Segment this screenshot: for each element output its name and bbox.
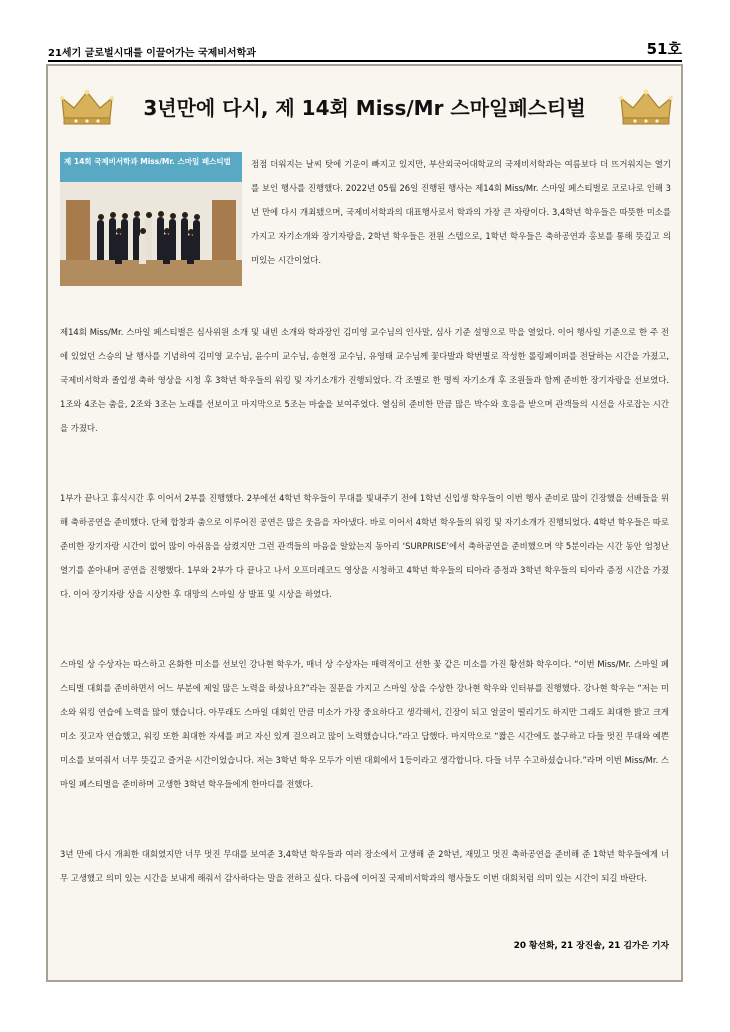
event-group-photo [60, 152, 242, 286]
newsletter-tagline: 21세기 글로벌시대를 이끌어가는 국제비서학과 [48, 48, 256, 59]
person [97, 220, 104, 260]
article-intro: 점점 더워지는 날씨 탓에 기운이 빠지고 있지만, 부산외국어대학교의 국제비서학과는 여름보다 더 뜨거워지는 열기를 보인 행사를 진행했다. 2022년 05월 26일 진행된 행사는 제14회 Miss/Mr. 스마일 페스티벌로 코로나로 인해 3년 만에 다시 개최됐으며, 국제비서학과의 대표행사로서 학과의 가장 큰 자랑이다. 3,4학년 학우들은 따뜻한 미소를 가지고 자기소개와 장기자랑을, 2학년 학우들은 전원 스텝으로, 1학년 학우들은 축하공연과 홍보를 통해 뜻깊고 의미있는 시간이었다. [251, 159, 671, 265]
article-byline: 20 황선화, 21 장진솔, 21 김가은 기자 [513, 941, 669, 951]
article-title: 3년만에 다시, 제 14회 Miss/Mr 스마일페스티벌 [143, 96, 586, 120]
header-rule [48, 60, 682, 62]
person [139, 234, 146, 264]
photo-floor [60, 260, 242, 286]
person [121, 219, 128, 260]
article-frame [46, 64, 683, 982]
crown-icon [619, 88, 673, 128]
photo-banner [60, 152, 242, 182]
article-paragraph-2: 1부가 끝나고 휴식시간 후 이어서 2부를 진행했다. 2부에선 4학년 학우들이 무대를 빛내주기 전에 1학년 신입생 학우들이 이번 행사 준비로 많이 긴장했을 선배들을 위해 축하공연을 준비했다. 단체 합창과 춤으로 이루어진 공연은 많은 웃음을 자아냈다. 바로 이어서 4학년 학우들의 워킹 및 자기소개가 진행되었다. 4학년 학우들은 따로 준비한 장기자랑 시간이 없어 많이 아쉬움을 삼켰지만 그런 관객들의 마음을 알았는지 동아리 ‘SURPRISE’에서 축하공연을 준비했으며 약 5분이라는 시간 동안 엄청난 열기를 쏟아내며 공연을 진행했다. 1부와 2부가 다 끝나고 나서 오프더레코드 영상을 시청하고 4학년 학우들의 티아라 증정과 3학년 학우들의 티아라 증정 시간을 가졌다. 이어 장기자랑 상을 시상한 후 대망의 스마일 상 발표 및 시상을 하였다. [60, 493, 669, 599]
photo-banner-text: 제 14회 국제비서학과 Miss/Mr. 스마일 페스티벌 [64, 157, 231, 166]
article-paragraph-3: 스마일 상 수상자는 따스하고 온화한 미소를 선보인 강나현 학우가, 매너 상 수상자는 매력적이고 선한 꽃 같은 미소를 가진 황선화 학우이다. “이번 Miss/Mr. 스마일 페스티벌 대회를 준비하면서 어느 부분에 제일 많은 노력을 하셨나요?”라는 질문을 가지고 스마일 상을 수상한 강나현 학우와 인터뷰를 진행했다. 강나현 학우는 “저는 미소와 워킹 연습에 노력을 많이 했습니다. 아무래도 스마일 대회인 만큼 미소가 가장 중요하다고 생각해서, 긴장이 되고 얼굴이 떨리기도 하지만 그래도 최대한 밝고 크게 미소 짓고자 연습했고, 워킹 또한 최대한 자세를 펴고 자신 있게 걸으려고 많이 노력했습니다.”라고 답했다. 마지막으로 “짧은 시간에도 불구하고 다들 멋진 무대와 예쁜 미소를 보여줘서 너무 뜻깊고 즐거운 시간이었습니다. 저는 3학년 학우 모두가 이번 대회에서 1등이라고 생각합니다. 다들 너무 수고하셨습니다.”라며 이번 Miss/Mr. 스마일 페스티벌을 준비하며 고생한 3학년 학우들에게 한마디를 전했다. [60, 659, 669, 789]
photo-door-left [66, 200, 90, 262]
crown-icon [60, 88, 114, 128]
person [187, 235, 194, 264]
article-paragraph-4: 3년 만에 다시 개최한 대회였지만 너무 멋진 무대를 보여준 3,4학년 학우들과 여러 장소에서 고생해 준 2학년, 재밌고 멋진 축하공연을 준비해 준 1학년 학우들에게 너무 고생했고 의미 있는 시간을 보내게 해줘서 감사하다는 말을 전하고 싶다. 다음에 이어질 국제비서학과의 행사들도 이번 대회처럼 의미 있는 시간이 되길 바란다. [60, 849, 669, 883]
person [145, 218, 152, 260]
photo-door-right [212, 200, 236, 262]
article-paragraph-1: 제14회 Miss/Mr. 스마일 페스티벌은 심사위원 소개 및 내빈 소개와 학과장인 김미영 교수님의 인사말, 심사 기준 설명으로 막을 열었다. 이어 행사일 기준으로 한 주 전에 있었던 스승의 날 행사를 기념하여 김미영 교수님, 윤수미 교수님, 송현정 교수님, 유영태 교수님께 꽃다발과 학번별로 작성한 롤링페이퍼를 전달하는 시간을 가졌고, 국제비서학과 졸업생 축하 영상을 시청 후 3학년 학우들의 워킹 및 자기소개가 진행되었다. 각 조별로 한 명씩 자기소개 후 조원들과 함께 준비한 장기자랑을 선보였다. 1조와 4조는 춤을, 2조와 3조는 노래를 선보이고 마지막으로 5조는 마술을 보여주었다. 열심히 준비한 만큼 많은 박수와 호응을 받으며 관객들의 시선을 사로잡는 시간을 가졌다. [60, 327, 669, 433]
page-header [48, 38, 682, 60]
person [169, 219, 176, 260]
issue-number: 51호 [646, 40, 682, 58]
person [193, 220, 200, 260]
person [115, 234, 122, 264]
title-row [48, 88, 681, 132]
person [163, 234, 170, 264]
